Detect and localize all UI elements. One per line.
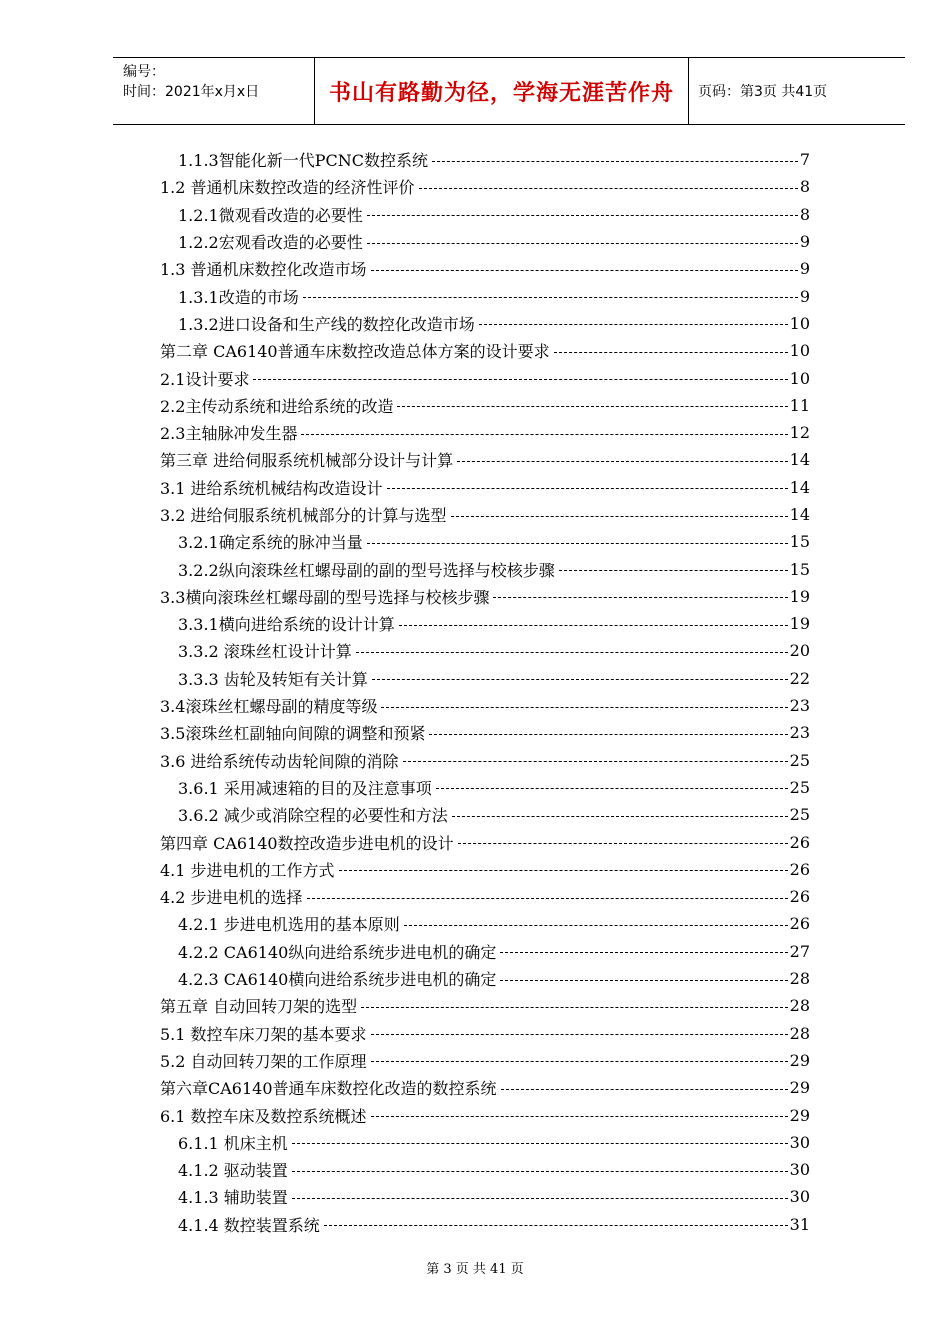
toc-dash-leader: [554, 351, 788, 353]
table-of-contents: [160, 146, 810, 1238]
toc-entry-title: 3.3.3 齿轮及转矩有关计算: [178, 669, 368, 689]
toc-entry[interactable]: [160, 1211, 810, 1238]
toc-entry-title: 2.2主传动系统和进给系统的改造: [160, 396, 394, 416]
toc-entry-page: 10: [789, 341, 810, 361]
toc-entry-title: 1.3.2进口设备和生产线的数控化改造市场: [178, 314, 475, 334]
toc-entry[interactable]: [160, 774, 810, 801]
toc-entry-page: 26: [789, 832, 810, 852]
toc-entry-page: 26: [789, 914, 810, 934]
toc-entry[interactable]: [160, 173, 810, 200]
toc-entry-title: 3.2.2纵向滚珠丝杠螺母副的副的型号选择与校核步骤: [178, 560, 555, 580]
toc-entry-title: 2.3主轴脉冲发生器: [160, 424, 298, 444]
toc-entry-page: 25: [789, 805, 810, 825]
toc-dash-leader: [367, 214, 798, 216]
toc-entry-page: 12: [789, 423, 810, 443]
toc-dash-leader: [451, 515, 788, 517]
toc-dash-leader: [292, 1170, 788, 1172]
toc-entry-page: 31: [789, 1214, 810, 1234]
toc-entry-title: 1.2.1微观看改造的必要性: [178, 205, 363, 225]
toc-entry[interactable]: [160, 856, 810, 883]
toc-entry-title: 4.2.2 CA6140纵向进给系统步进电机的确定: [178, 942, 497, 962]
toc-entry-title: 6.1 数控车床及数控系统概述: [160, 1106, 367, 1126]
toc-dash-leader: [307, 897, 788, 899]
toc-entry[interactable]: [160, 1074, 810, 1101]
toc-dash-leader: [371, 1033, 788, 1035]
toc-entry[interactable]: [160, 255, 810, 282]
toc-entry-title: 4.2.1 步进电机选用的基本原则: [178, 915, 400, 935]
toc-entry[interactable]: [160, 910, 810, 937]
toc-dash-leader: [436, 787, 788, 789]
toc-entry[interactable]: [160, 337, 810, 364]
toc-entry-page: 19: [789, 586, 810, 606]
toc-entry-title: 3.3.1横向进给系统的设计计算: [178, 615, 395, 635]
toc-dash-leader: [493, 596, 787, 598]
toc-dash-leader: [404, 924, 788, 926]
page-header: [113, 57, 905, 125]
toc-entry-title: 4.1.3 辅助装置: [178, 1188, 288, 1208]
toc-dash-leader: [429, 733, 787, 735]
footer-page-number: 第 3 页 共 41 页: [426, 1262, 524, 1277]
toc-dash-leader: [457, 460, 788, 462]
toc-entry-page: 30: [789, 1160, 810, 1180]
document-time-label: 时间：2021年x月x日: [123, 84, 260, 100]
toc-entry[interactable]: [160, 282, 810, 309]
toc-entry-title: 第二章 CA6140普通车床数控改造总体方案的设计要求: [160, 342, 550, 362]
toc-entry-page: 26: [789, 887, 810, 907]
toc-entry-page: 23: [789, 696, 810, 716]
toc-entry-page: 9: [799, 232, 810, 252]
toc-entry-title: 5.1 数控车床刀架的基本要求: [160, 1024, 367, 1044]
toc-entry-page: 15: [789, 559, 810, 579]
toc-dash-leader: [372, 678, 788, 680]
toc-dash-leader: [452, 815, 788, 817]
toc-dash-leader: [292, 1142, 788, 1144]
toc-entry-title: 第三章 进给伺服系统机械部分设计与计算: [160, 451, 454, 471]
toc-entry[interactable]: [160, 938, 810, 965]
toc-entry-page: 28: [789, 996, 810, 1016]
toc-dash-leader: [432, 160, 798, 162]
toc-entry-page: 22: [789, 668, 810, 688]
toc-entry-page: 26: [789, 859, 810, 879]
toc-entry[interactable]: [160, 364, 810, 391]
toc-dash-leader: [479, 323, 788, 325]
toc-dash-leader: [371, 1060, 788, 1062]
toc-dash-leader: [500, 951, 787, 953]
toc-entry[interactable]: [160, 610, 810, 637]
toc-entry[interactable]: [160, 992, 810, 1019]
toc-entry-title: 6.1.1 机床主机: [178, 1133, 288, 1153]
toc-entry[interactable]: [160, 528, 810, 555]
toc-dash-leader: [367, 242, 798, 244]
toc-dash-leader: [301, 433, 787, 435]
toc-entry-page: 9: [799, 286, 810, 306]
toc-entry-title: 3.3.2 滚珠丝杠设计计算: [178, 642, 352, 662]
header-meta-cell: [113, 58, 315, 124]
toc-entry-title: 3.6 进给系统传动齿轮间隙的消除: [160, 751, 399, 771]
toc-dash-leader: [381, 706, 787, 708]
toc-dash-leader: [371, 269, 798, 271]
toc-entry-title: 3.2.1确定系统的脉冲当量: [178, 533, 363, 553]
toc-entry-title: 5.2 自动回转刀架的工作原理: [160, 1051, 367, 1071]
toc-dash-leader: [403, 760, 788, 762]
toc-entry-title: 4.2 步进电机的选择: [160, 888, 303, 908]
toc-entry[interactable]: [160, 965, 810, 992]
toc-entry-title: 3.3横向滚珠丝杠螺母副的型号选择与校核步骤: [160, 587, 490, 607]
toc-entry[interactable]: [160, 392, 810, 419]
toc-entry-title: 第五章 自动回转刀架的选型: [160, 997, 358, 1017]
toc-dash-leader: [387, 487, 788, 489]
toc-entry-title: 1.2.2宏观看改造的必要性: [178, 233, 363, 253]
toc-entry-title: 3.1 进给系统机械结构改造设计: [160, 478, 383, 498]
toc-entry-title: 3.5滚珠丝杠副轴向间隙的调整和预紧: [160, 724, 426, 744]
header-motto: 书山有路勤为径，学海无涯苦作舟: [328, 80, 674, 106]
toc-entry-page: 29: [789, 1105, 810, 1125]
toc-dash-leader: [356, 651, 788, 653]
toc-entry[interactable]: [160, 1183, 810, 1210]
toc-dash-leader: [292, 1197, 788, 1199]
toc-entry[interactable]: [160, 446, 810, 473]
toc-entry-title: 3.6.1 采用减速箱的目的及注意事项: [178, 778, 432, 798]
toc-entry-title: 第四章 CA6140数控改造步进电机的设计: [160, 833, 454, 853]
toc-entry[interactable]: [160, 310, 810, 337]
toc-entry-title: 4.1.2 驱动装置: [178, 1161, 288, 1181]
toc-entry[interactable]: [160, 146, 810, 173]
toc-entry[interactable]: [160, 828, 810, 855]
toc-dash-leader: [303, 296, 798, 298]
toc-entry-page: 30: [789, 1187, 810, 1207]
toc-entry[interactable]: [160, 1156, 810, 1183]
toc-entry[interactable]: [160, 692, 810, 719]
toc-entry-title: 1.3.1改造的市场: [178, 287, 299, 307]
header-page-info: 页码：第3页 共41页: [698, 84, 828, 100]
toc-entry[interactable]: [160, 228, 810, 255]
toc-entry-page: 14: [789, 505, 810, 524]
toc-entry-page: 10: [789, 313, 810, 333]
toc-entry[interactable]: [160, 801, 810, 828]
header-page-cell: [689, 58, 905, 124]
toc-entry-page: 8: [799, 204, 810, 224]
toc-dash-leader: [501, 1088, 788, 1090]
toc-entry-page: 29: [789, 1050, 810, 1070]
toc-entry-title: 1.1.3智能化新一代PCNC数控系统: [178, 151, 428, 171]
toc-entry-page: 10: [789, 368, 810, 388]
toc-dash-leader: [324, 1224, 788, 1226]
toc-entry-page: 7: [799, 150, 810, 170]
toc-entry[interactable]: [160, 555, 810, 582]
toc-entry-page: 9: [799, 259, 810, 279]
toc-entry-page: 28: [789, 1023, 810, 1043]
toc-dash-leader: [419, 187, 798, 189]
toc-entry-page: 27: [789, 941, 810, 961]
toc-entry-page: 28: [789, 969, 810, 989]
toc-entry-page: 25: [789, 750, 810, 770]
toc-entry-title: 2.1设计要求: [160, 369, 250, 389]
toc-entry[interactable]: [160, 1101, 810, 1128]
toc-entry-title: 4.2.3 CA6140横向进给系统步进电机的确定: [178, 970, 497, 990]
toc-entry[interactable]: [160, 474, 810, 501]
toc-entry-title: 4.1.4 数控装置系统: [178, 1215, 320, 1235]
header-motto-cell: [315, 58, 689, 124]
toc-entry-page: 11: [789, 395, 810, 415]
toc-dash-leader: [559, 569, 788, 571]
toc-entry-title: 3.6.2 减少或消除空程的必要性和方法: [178, 806, 448, 826]
toc-dash-leader: [458, 842, 788, 844]
toc-entry-page: 14: [789, 450, 810, 470]
toc-entry-page: 19: [789, 614, 810, 634]
toc-dash-leader: [253, 378, 787, 380]
toc-entry[interactable]: [160, 719, 810, 746]
toc-entry[interactable]: [160, 201, 810, 228]
toc-entry-title: 3.4滚珠丝杠螺母副的精度等级: [160, 697, 378, 717]
toc-dash-leader: [397, 405, 787, 407]
toc-entry[interactable]: [160, 419, 810, 446]
toc-entry[interactable]: [160, 665, 810, 692]
toc-entry-page: 23: [789, 723, 810, 743]
toc-entry[interactable]: [160, 1020, 810, 1047]
document-number-label: 编号：: [123, 64, 165, 80]
toc-entry-title: 1.2 普通机床数控改造的经济性评价: [160, 178, 415, 198]
toc-entry-page: 25: [789, 777, 810, 797]
page-footer: [0, 1258, 950, 1277]
toc-entry[interactable]: [160, 501, 810, 528]
toc-entry-page: 30: [789, 1132, 810, 1152]
toc-entry-title: 3.2 进给伺服系统机械部分的计算与选型: [160, 506, 447, 525]
toc-dash-leader: [339, 869, 788, 871]
toc-entry[interactable]: [160, 1129, 810, 1156]
toc-dash-leader: [367, 542, 788, 544]
toc-entry[interactable]: [160, 583, 810, 610]
toc-entry-page: 20: [789, 641, 810, 661]
toc-entry[interactable]: [160, 883, 810, 910]
toc-dash-leader: [371, 1115, 788, 1117]
toc-entry[interactable]: [160, 747, 810, 774]
toc-entry-page: 8: [799, 177, 810, 197]
toc-entry[interactable]: [160, 637, 810, 664]
toc-entry[interactable]: [160, 1047, 810, 1074]
toc-entry-title: 1.3 普通机床数控化改造市场: [160, 260, 367, 280]
toc-entry-page: 14: [789, 477, 810, 497]
toc-entry-page: 29: [789, 1078, 810, 1098]
toc-entry-title: 4.1 步进电机的工作方式: [160, 860, 335, 880]
toc-entry-title: 第六章CA6140普通车床数控化改造的数控系统: [160, 1079, 497, 1099]
toc-dash-leader: [500, 979, 787, 981]
toc-dash-leader: [361, 1006, 788, 1008]
toc-dash-leader: [399, 624, 788, 626]
toc-entry-page: 15: [789, 532, 810, 552]
